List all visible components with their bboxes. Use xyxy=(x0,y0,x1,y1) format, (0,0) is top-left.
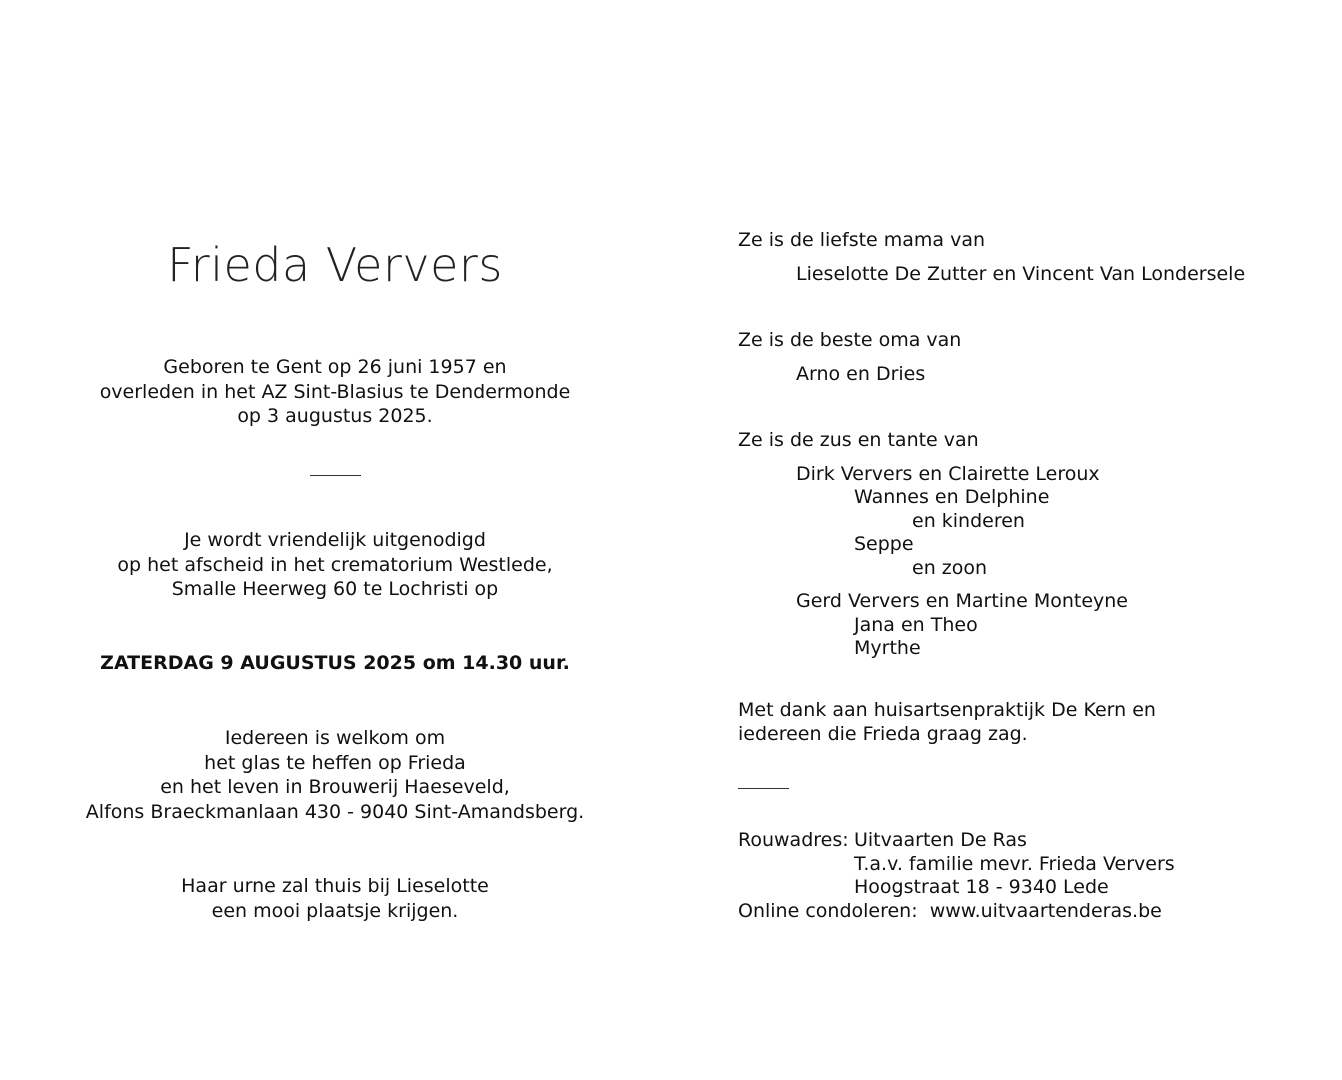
text-line: Je wordt vriendelijk uitgenodigd xyxy=(184,529,486,551)
address-block xyxy=(738,829,1175,923)
section-heading: Ze is de liefste mama van xyxy=(738,229,986,251)
text-line: overleden in het AZ Sint-Blasius te Dendermonde xyxy=(99,380,571,403)
family-group-1 xyxy=(738,463,1128,581)
mama-section xyxy=(738,229,1245,286)
family-names: en zoon xyxy=(912,556,988,579)
address-label: Rouwadres: xyxy=(738,829,849,851)
text-line: het glas te heffen op Frieda xyxy=(204,751,466,774)
thanks-text xyxy=(738,699,1156,746)
online-label: Online condoleren: xyxy=(738,899,918,922)
reception-text xyxy=(40,726,630,824)
family-names: Gerd Ververs en Martine Monteyne xyxy=(796,590,1128,612)
text-line: een mooi plaatsje krijgen. xyxy=(211,899,459,922)
divider-right xyxy=(738,788,789,789)
family-group-2 xyxy=(738,590,1128,661)
address-line: Hoogstraat 18 - 9340 Lede xyxy=(854,876,1109,898)
invitation-text xyxy=(40,528,630,602)
text-line: Haar urne zal thuis bij Lieselotte xyxy=(181,875,489,897)
family-names: Myrthe xyxy=(854,637,921,659)
section-heading: Ze is de beste oma van xyxy=(738,329,962,351)
text-line: Smalle Heerweg 60 te Lochristi op xyxy=(171,578,499,600)
text-line: op het afscheid in het crematorium Westlede, xyxy=(117,553,553,576)
text-line: Met dank aan huisartsenpraktijk De Kern en xyxy=(738,699,1156,721)
family-names: Wannes en Delphine xyxy=(854,486,1050,508)
text-line: iedereen die Frieda graag zag. xyxy=(738,722,1028,745)
family-names: en kinderen xyxy=(912,509,1025,532)
oma-section xyxy=(738,329,961,386)
ceremony-date: ZATERDAG 9 AUGUSTUS 2025 om 14.30 uur. xyxy=(100,652,570,674)
deceased-name: Frieda Ververs xyxy=(167,238,503,292)
text-line: Iedereen is welkom om xyxy=(224,727,446,749)
section-heading: Ze is de zus en tante van xyxy=(738,429,979,451)
family-names: Arno en Dries xyxy=(796,362,926,385)
text-line: Geboren te Gent op 26 juni 1957 en xyxy=(163,356,507,378)
family-names: Lieselotte De Zutter en Vincent Van Londersele xyxy=(796,262,1246,285)
sibling-section xyxy=(738,429,1128,661)
address-line: T.a.v. familie mevr. Frieda Ververs xyxy=(854,852,1175,875)
birth-death-text xyxy=(40,355,630,429)
divider-left xyxy=(310,475,361,476)
family-names: Seppe xyxy=(854,533,914,555)
condolence-url[interactable]: www.uitvaartenderas.be xyxy=(929,899,1162,922)
urn-text xyxy=(40,874,630,923)
text-line: op 3 augustus 2025. xyxy=(237,405,433,427)
family-names: Dirk Ververs en Clairette Leroux xyxy=(796,462,1100,485)
address-line: Uitvaarten De Ras xyxy=(854,829,1027,851)
family-names: Jana en Theo xyxy=(854,613,978,636)
text-line: en het leven in Brouwerij Haeseveld, xyxy=(160,776,510,798)
text-line: Alfons Braeckmanlaan 430 - 9040 Sint-Amandsberg. xyxy=(85,800,585,823)
